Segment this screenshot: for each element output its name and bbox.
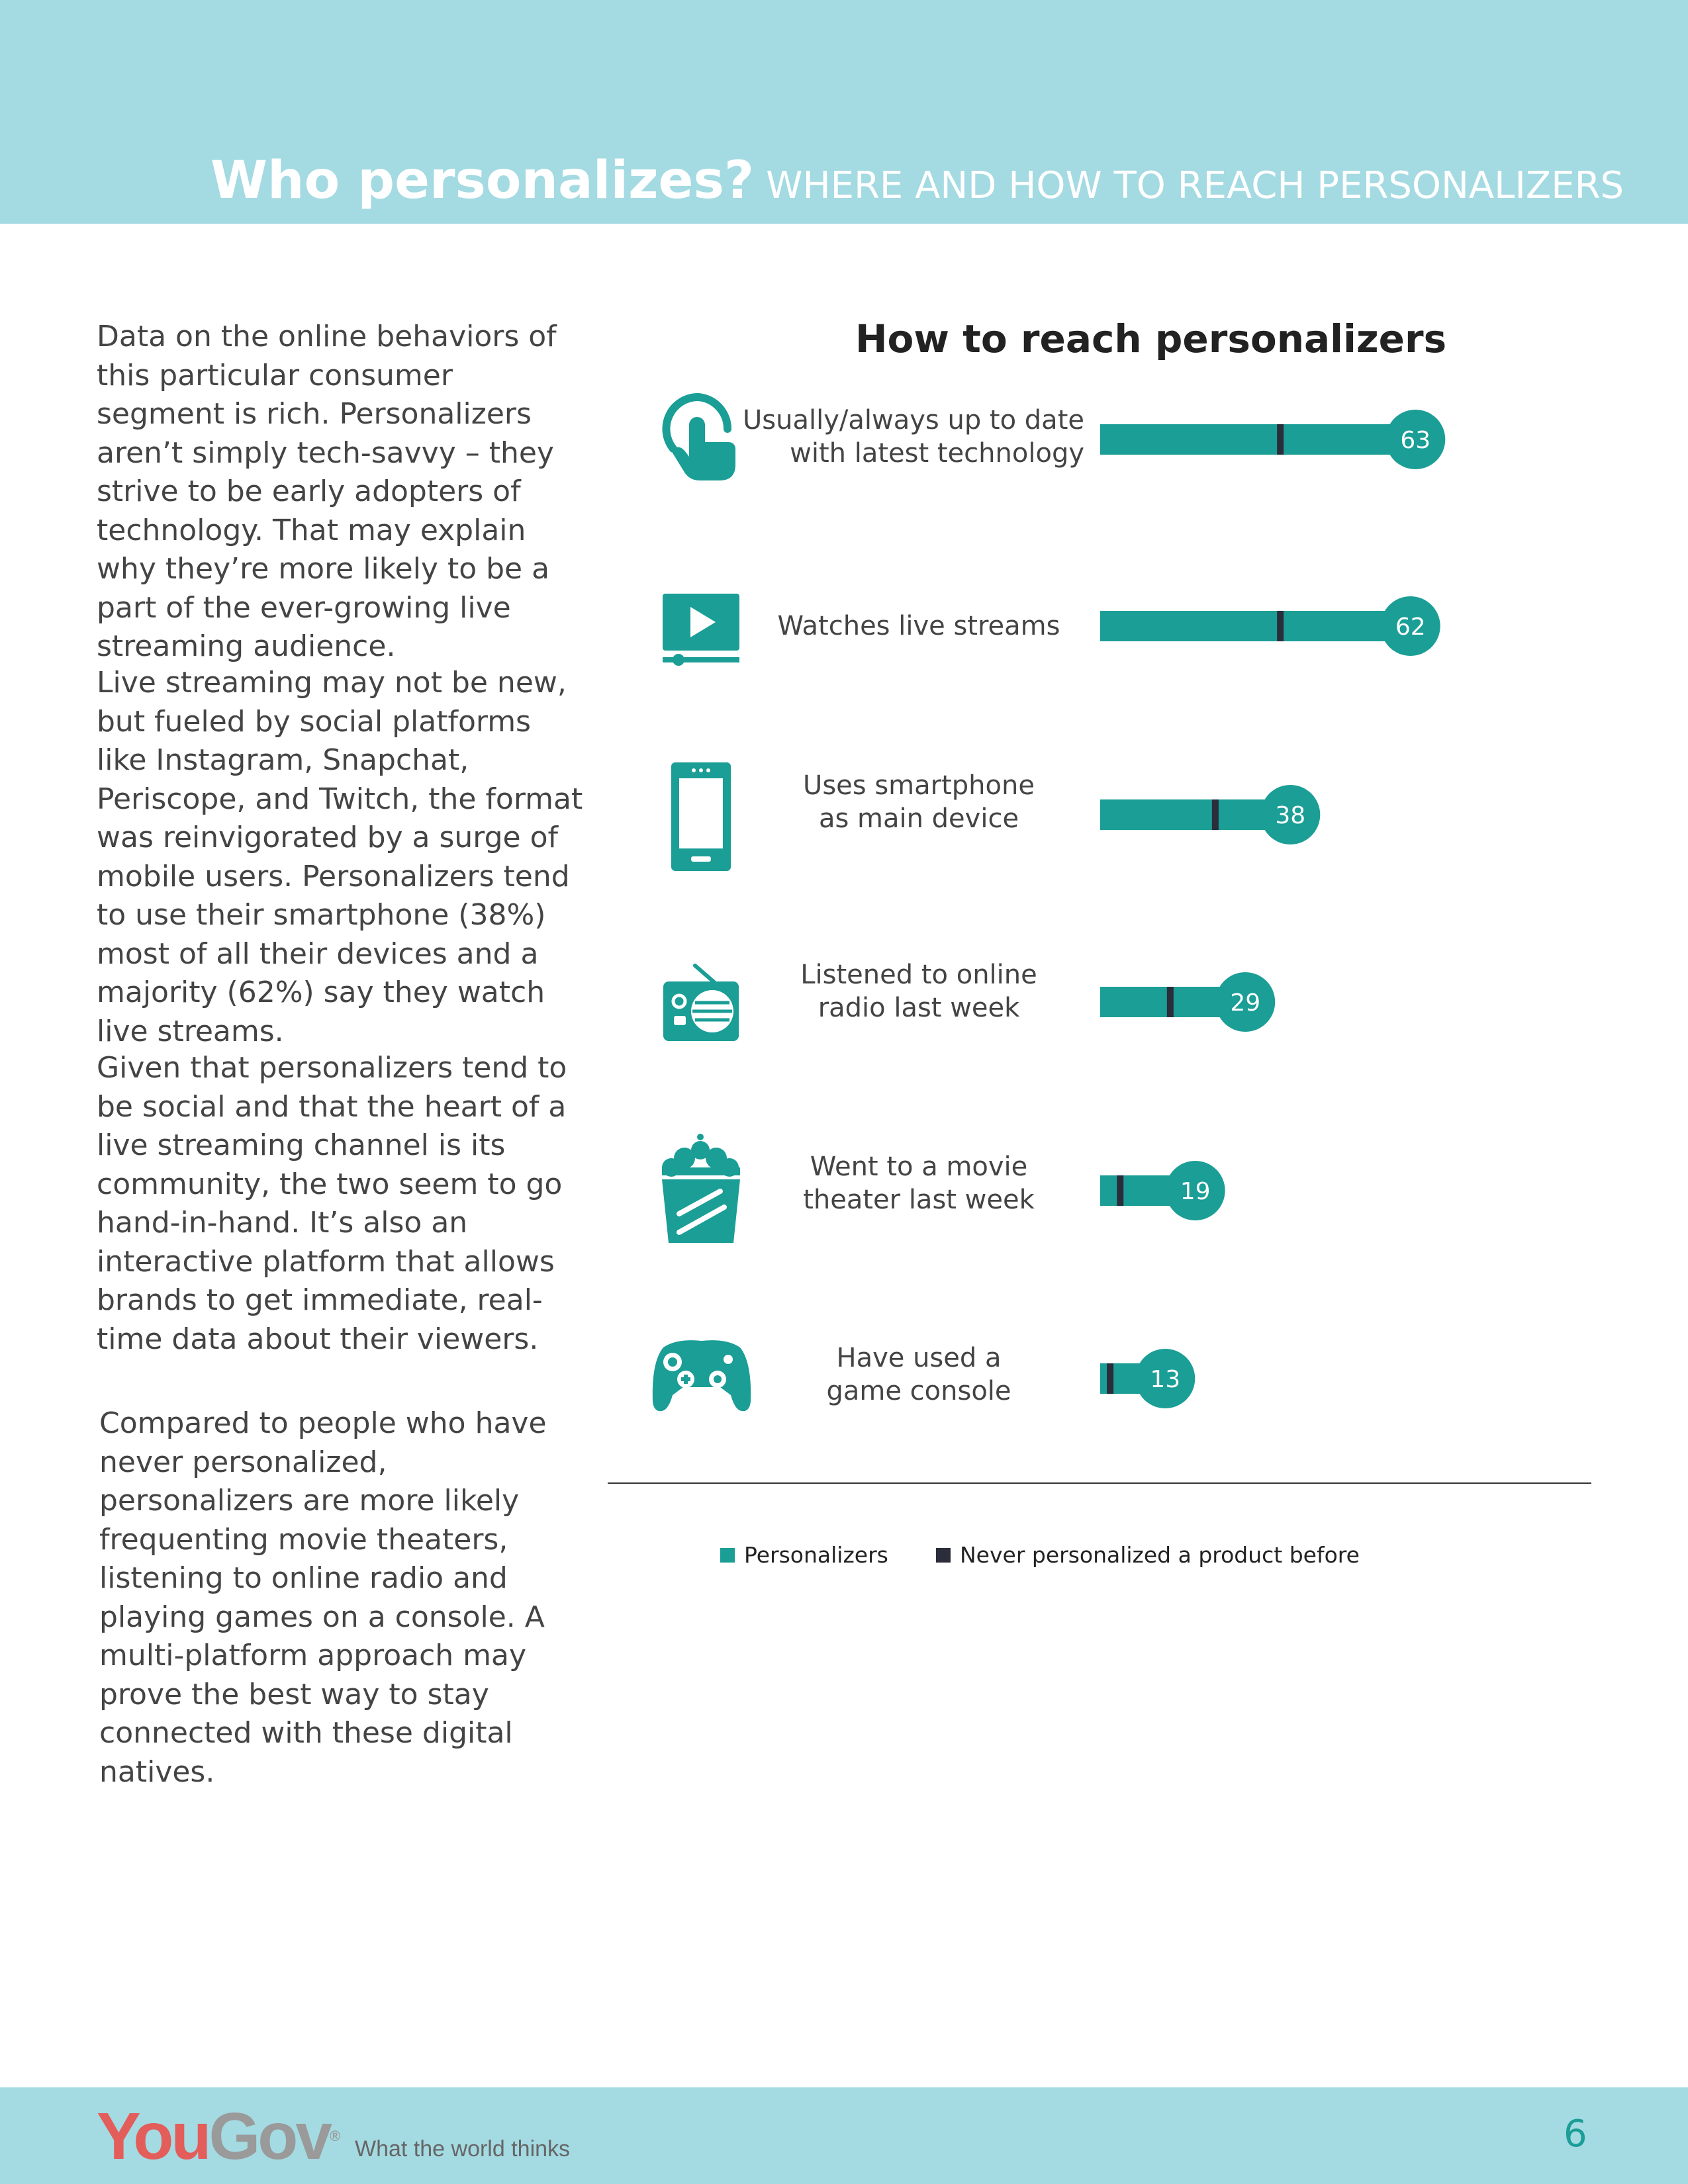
row-label-live-streams: Watches live streams xyxy=(777,611,1060,641)
data-label-1: 62 xyxy=(1395,614,1426,641)
data-label-5: 13 xyxy=(1150,1366,1181,1393)
footer-tagline: What the world thinks xyxy=(355,2136,571,2161)
data-label-2: 38 xyxy=(1275,802,1306,829)
marker-never-personalized-4 xyxy=(1117,1175,1123,1206)
legend-never xyxy=(936,1542,1360,1568)
body-paragraph-2: Live streaming may not be new, but fueled by social platforms like Instagram, Snapchat, Periscope, and Twitch, the format was reinvigorated by a surge of mobile users. Personalizers tend to use their smartphone (38%) most of all their devices and a majority (62%) say they watch live streams. xyxy=(97,666,583,1048)
legend-label-never: Never personalized a product before xyxy=(960,1542,1360,1568)
marker-never-personalized-2 xyxy=(1212,799,1219,830)
marker-never-personalized-5 xyxy=(1107,1363,1113,1394)
page-number: 6 xyxy=(1564,2113,1587,2156)
chart-title: How to reach personalizers xyxy=(855,316,1447,361)
body-paragraph-1: Data on the online behaviors of this particular consumer segment is rich. Personalizers aren’t simply tech-savvy – they strive to be early adopters of technology. That may explain why they’re more likely to be a part of the ever-growing live streaming audience. xyxy=(97,320,557,663)
marker-never-personalized-3 xyxy=(1167,987,1174,1017)
bar-personalizers-0 xyxy=(1100,424,1415,455)
row-label-movie: Went to a movie theater last week xyxy=(803,1152,1035,1215)
legend-label-personalizers: Personalizers xyxy=(744,1542,888,1568)
legend-swatch-never xyxy=(936,1548,951,1563)
row-label-technology: Usually/always up to date with latest technology xyxy=(743,405,1084,469)
data-label-4: 19 xyxy=(1180,1178,1211,1205)
body-paragraph-4: Compared to people who have never personalized, personalizers are more likely frequenting movie theaters, listening to online radio and playing games on a console. A multi-platform approach may prove the best way to stay connected with these digital natives. xyxy=(99,1406,547,1789)
logo-gov: Gov xyxy=(209,2099,330,2173)
yougov-logo xyxy=(97,2099,341,2173)
data-label-0: 63 xyxy=(1400,427,1431,454)
legend-personalizers xyxy=(720,1542,888,1568)
header-title: Who personalizes? xyxy=(211,151,755,210)
bar-personalizers-1 xyxy=(1100,611,1411,641)
chart-divider xyxy=(608,1482,1591,1484)
logo-registered: ® xyxy=(329,2128,341,2144)
marker-never-personalized-0 xyxy=(1277,424,1284,455)
row-label-console: Have used a game console xyxy=(826,1343,1011,1406)
header-subtitle: WHERE AND HOW TO REACH PERSONALIZERS xyxy=(766,164,1624,207)
row-label-smartphone: Uses smartphone as main device xyxy=(803,770,1035,834)
legend-swatch-personalizers xyxy=(720,1548,735,1563)
data-label-3: 29 xyxy=(1230,989,1261,1017)
logo-you: You xyxy=(97,2099,209,2173)
body-paragraph-3: Given that personalizers tend to be social and that the heart of a live streaming channel is its community, the two seem to go hand-in-hand. It’s also an interactive platform that allows brands to get immediate, real-time data about their viewers. xyxy=(97,1051,567,1356)
row-label-radio: Listened to online radio last week xyxy=(800,960,1037,1023)
marker-never-personalized-1 xyxy=(1277,611,1284,641)
